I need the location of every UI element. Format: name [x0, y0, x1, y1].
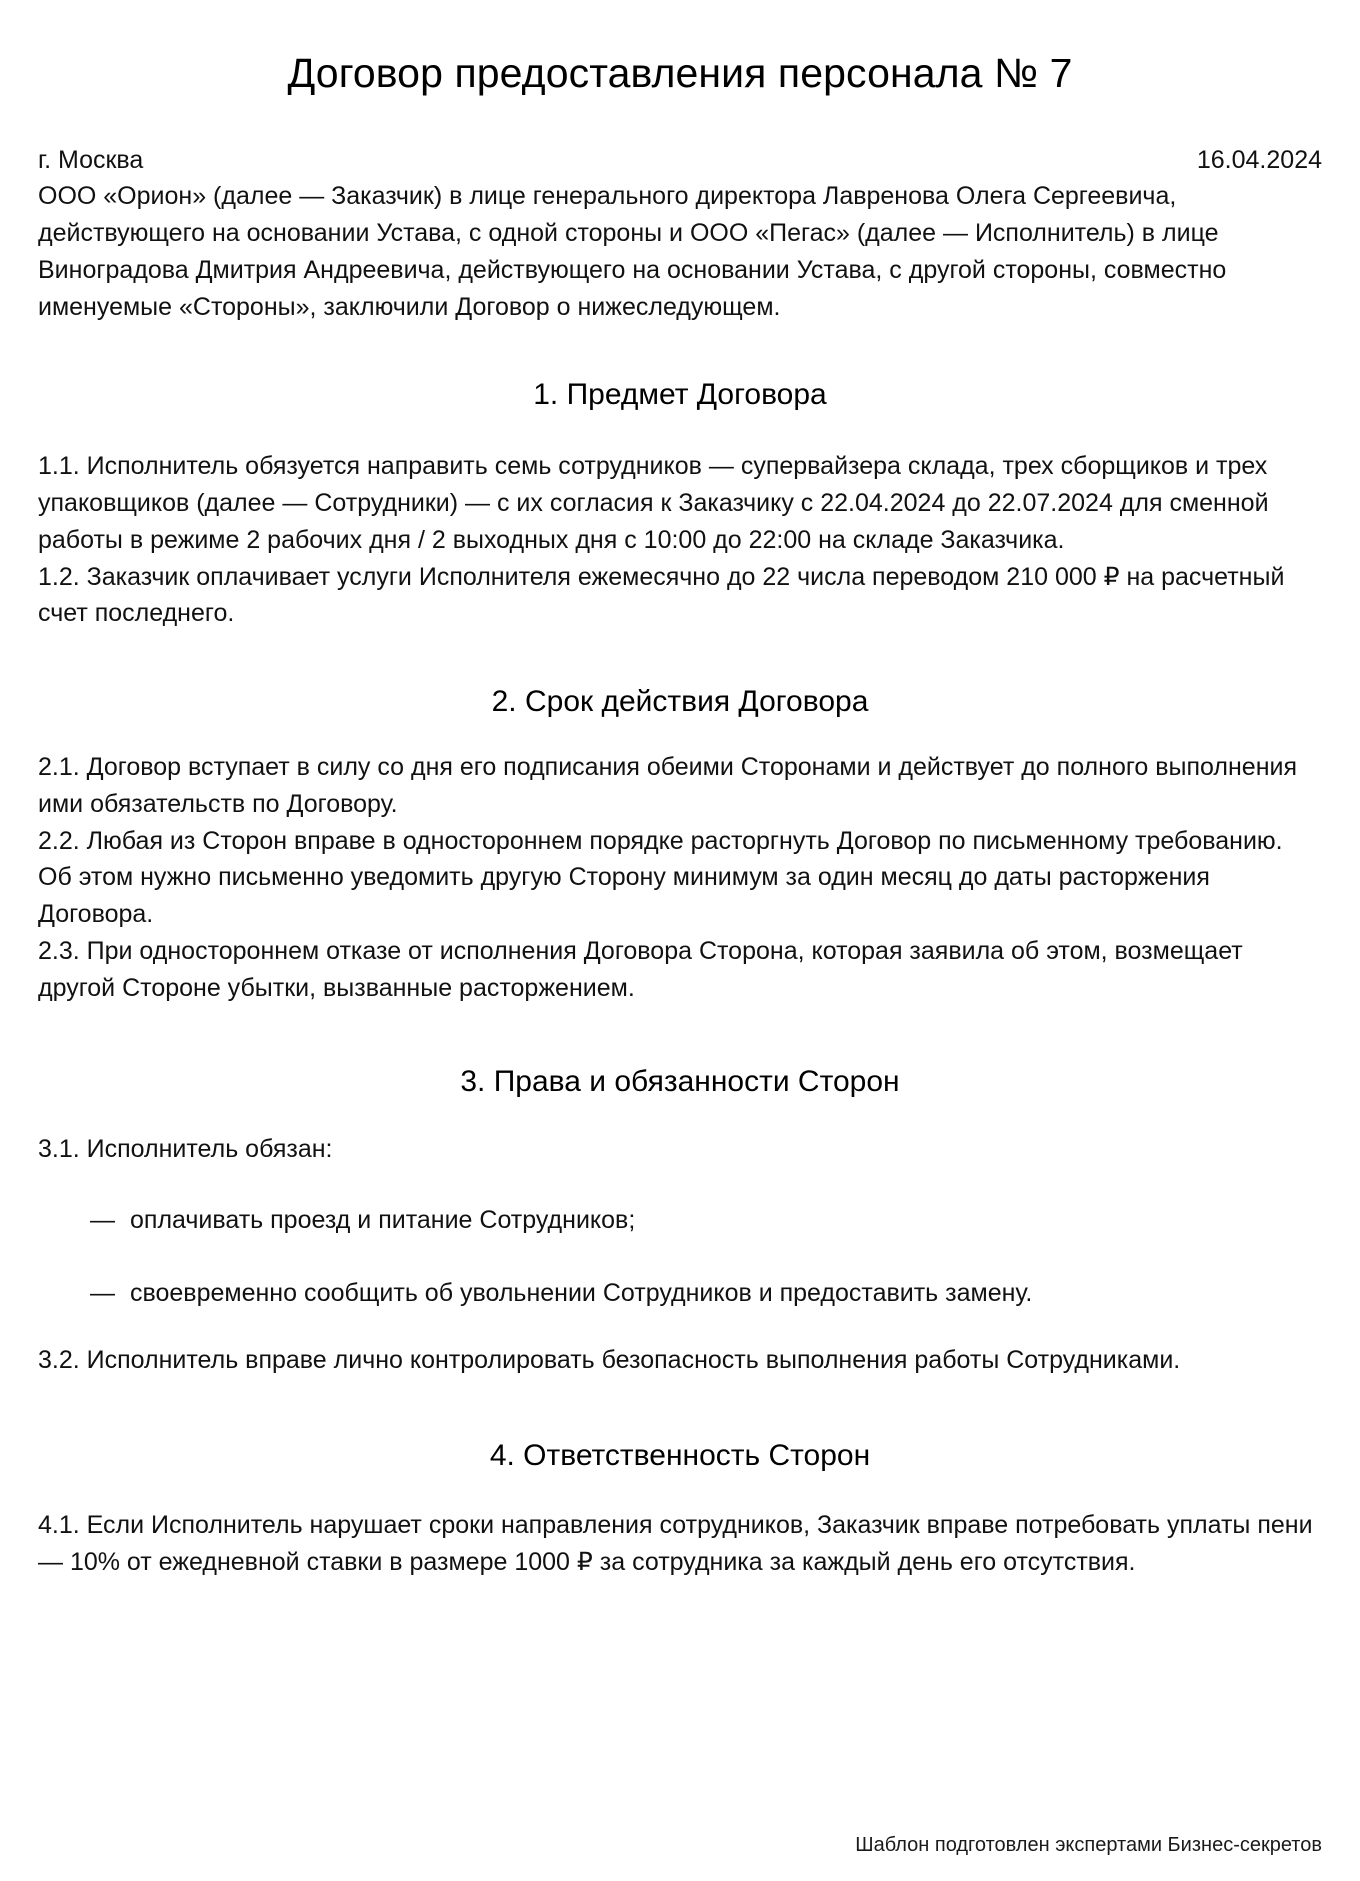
clause-2-2: 2.2. Любая из Сторон вправе в одностороннем порядке расторгнуть Договор по письменному требованию. Об этом нужно письменно уведомить другую Сторону минимум за один месяц до даты расторжения Договора. [38, 826, 1283, 928]
city-label: г. Москва [38, 146, 144, 175]
dash-bullet-icon: — [90, 1278, 115, 1307]
clause-3-2: 3.2. Исполнитель вправе лично контролировать безопасность выполнения работы Сотрудниками. [38, 1345, 1181, 1374]
section-heading-3: 3. Права и обязанности Сторон [460, 1065, 900, 1099]
clause-3-1: 3.1. Исполнитель обязан: [38, 1135, 333, 1164]
clause-2-3: 2.3. При одностороннем отказе от исполнения Договора Сторона, которая заявила об этом, возмещает другой Стороне убытки, вызванные расторжением. [38, 936, 1243, 1002]
list-item-label: своевременно сообщить об увольнении Сотрудников и предоставить замену. [130, 1278, 1033, 1307]
clause-1-2: 1.2. Заказчик оплачивает услуги Исполнителя ежемесячно до 22 числа переводом 210 000 ₽ на расчетный счет последнего. [38, 562, 1285, 628]
date-label: 16.04.2024 [1196, 146, 1322, 175]
clause-2-1: 2.1. Договор вступает в силу со дня его подписания обеими Сторонами и действует до полного выполнения ими обязательств по Договору. [38, 753, 1298, 818]
list-item [38, 1275, 1322, 1312]
footer-note: Шаблон подготовлен экспертами Бизнес-секретов [855, 1834, 1322, 1856]
list-item-label: оплачивать проезд и питание Сотрудников; [130, 1206, 636, 1234]
page-title: Договор предоставления персонала № 7 [287, 50, 1073, 96]
section-heading-4: 4. Ответственность Сторон [489, 1439, 871, 1473]
clause-4-1: 4.1. Если Исполнитель нарушает сроки направления сотрудников, Заказчик вправе потребовать уплаты пени — 10% от ежедневной ставки в размере 1000 ₽ за сотрудника за каждый день его отсутствия. [38, 1511, 1313, 1576]
list-item [38, 1202, 1322, 1239]
section-heading-2: 2. Срок действия Договора [491, 685, 869, 718]
document-meta [38, 143, 1322, 178]
dash-bullet-icon: — [90, 1206, 115, 1234]
section-heading-1: 1. Предмет Договора [533, 378, 827, 412]
clause-1-1: 1.1. Исполнитель обязуется направить семь сотрудников — супервайзера склада, трех сборщиков и трех упаковщиков (далее — Сотрудники) — с их согласия к Заказчику с 22.04.2024 до 22.07.2024 для сменной работы в режиме 2 рабочих дня / 2 выходных дня с 10:00 до 22:00 на складе Заказчика. [38, 452, 1269, 554]
intro-paragraph: ООО «Орион» (далее — Заказчик) в лице генерального директора Лавренова Олега Сергеевича, действующего на основании Устава, с одной стороны и ООО «Пегас» (далее — Исполнитель) в лице Виноградова Дмитрия Андреевича, действующего на основании Устава, с другой стороны, совместно именуемые «Стороны», заключили Договор о нижеследующем. [38, 182, 1227, 321]
obligations-list [38, 1202, 1322, 1312]
